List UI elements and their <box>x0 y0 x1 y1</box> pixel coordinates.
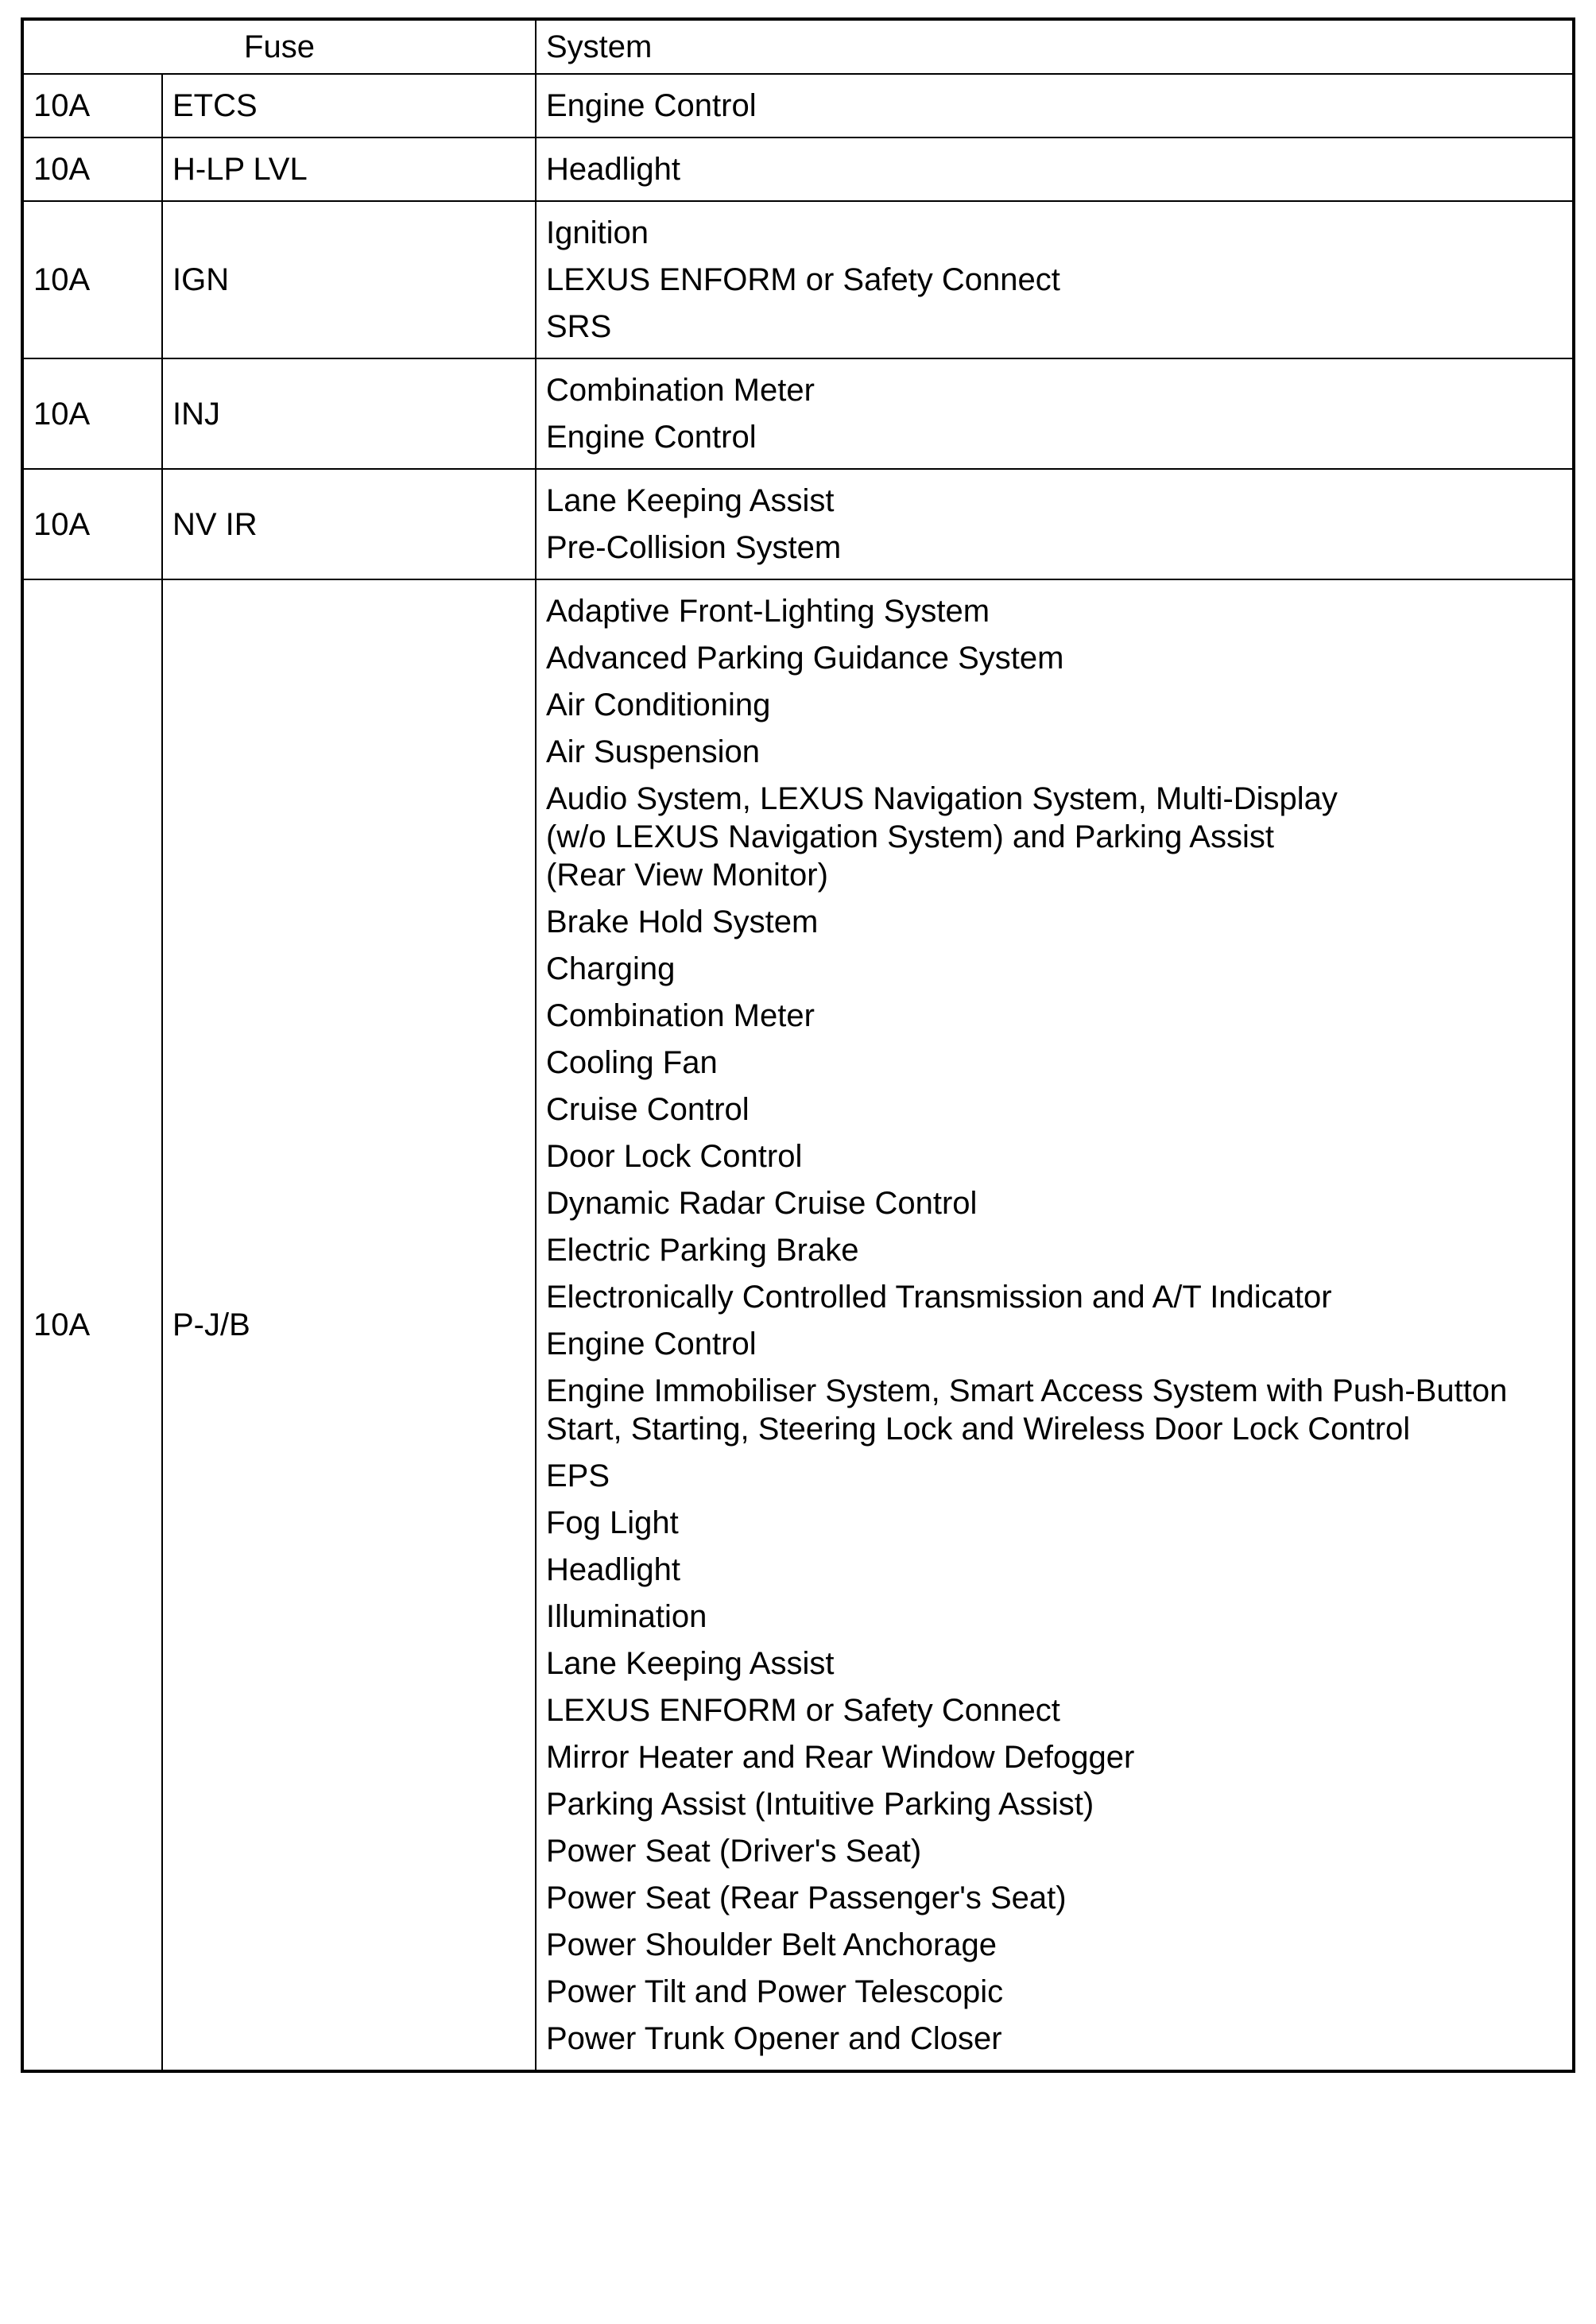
system-item: Cooling Fan <box>546 1045 718 1080</box>
table-row <box>22 201 1574 358</box>
system-item: Power Seat (Driver's Seat) <box>546 1834 922 1869</box>
system-item: Ignition <box>546 215 649 250</box>
fuse-column-header: Fuse <box>22 19 536 74</box>
system-item: Engine Control <box>546 88 757 123</box>
system-item: Combination Meter <box>546 998 815 1033</box>
system-item: SRS <box>546 309 612 344</box>
fuse-name: IGN <box>162 201 536 358</box>
fuse-name: ETCS <box>162 74 536 138</box>
table-row <box>22 74 1574 138</box>
system-item: Power Trunk Opener and Closer <box>546 2021 1002 2056</box>
system-item: Lane Keeping Assist <box>546 1646 835 1681</box>
system-list <box>536 201 1574 358</box>
system-list <box>536 579 1574 2071</box>
table-row <box>22 579 1574 2071</box>
system-item: Mirror Heater and Rear Window Defogger <box>546 1740 1135 1775</box>
fuse-name: NV IR <box>162 469 536 579</box>
system-item: Parking Assist (Intuitive Parking Assist) <box>546 1787 1094 1822</box>
table-row <box>22 358 1574 469</box>
fuse-name: H-LP LVL <box>162 138 536 201</box>
system-item: Power Tilt and Power Telescopic <box>546 1974 1004 2009</box>
system-item: Brake Hold System <box>546 904 819 939</box>
table-row <box>22 138 1574 201</box>
system-item: Air Suspension <box>546 734 761 769</box>
system-item: Engine Control <box>546 1327 757 1361</box>
fuse-table <box>21 17 1575 2073</box>
system-item: Advanced Parking Guidance System <box>546 641 1064 676</box>
system-item: Pre-Collision System <box>546 530 842 565</box>
system-list <box>536 74 1574 138</box>
fuse-amperage: 10A <box>22 74 162 138</box>
system-item: Fog Light <box>546 1505 679 1540</box>
fuse-amperage: 10A <box>22 469 162 579</box>
system-item: Combination Meter <box>546 373 815 408</box>
table-row <box>22 469 1574 579</box>
system-item: Air Conditioning <box>546 688 771 722</box>
system-item: Adaptive Front-Lighting System <box>546 594 990 629</box>
system-item: Lane Keeping Assist <box>546 483 835 518</box>
system-item: EPS <box>546 1458 610 1493</box>
table-header <box>22 19 1574 74</box>
system-item: Illumination <box>546 1599 707 1634</box>
fuse-amperage: 10A <box>22 138 162 201</box>
fuse-amperage: 10A <box>22 201 162 358</box>
system-item: Electric Parking Brake <box>546 1233 859 1268</box>
header-row <box>22 19 1574 74</box>
system-item: Engine Control <box>546 420 757 455</box>
system-item: Cruise Control <box>546 1092 750 1127</box>
fuse-name: INJ <box>162 358 536 469</box>
system-column-header: System <box>536 19 1574 74</box>
fuse-name: P-J/B <box>162 579 536 2071</box>
system-item: Engine Immobiliser System, Smart Access System with Push-Button Start, Starting, Steering Lock and Wireless Door Lock Control <box>546 1373 1508 1447</box>
system-item: Headlight <box>546 1552 681 1587</box>
fuse-amperage: 10A <box>22 579 162 2071</box>
system-list <box>536 469 1574 579</box>
system-item: Headlight <box>546 152 681 187</box>
fuse-amperage: 10A <box>22 358 162 469</box>
system-item: LEXUS ENFORM or Safety Connect <box>546 262 1060 297</box>
system-item: LEXUS ENFORM or Safety Connect <box>546 1693 1060 1728</box>
system-item: Audio System, LEXUS Navigation System, Multi-Display (w/o LEXUS Navigation System) and Parking Assist (Rear View Monitor) <box>546 781 1338 893</box>
system-item: Door Lock Control <box>546 1139 803 1174</box>
system-list <box>536 138 1574 201</box>
system-item: Dynamic Radar Cruise Control <box>546 1186 978 1221</box>
system-item: Power Seat (Rear Passenger's Seat) <box>546 1881 1067 1915</box>
system-item: Electronically Controlled Transmission and A/T Indicator <box>546 1280 1332 1315</box>
table-body <box>22 74 1574 2071</box>
system-item: Charging <box>546 951 676 986</box>
system-list <box>536 358 1574 469</box>
system-item: Power Shoulder Belt Anchorage <box>546 1927 998 1962</box>
